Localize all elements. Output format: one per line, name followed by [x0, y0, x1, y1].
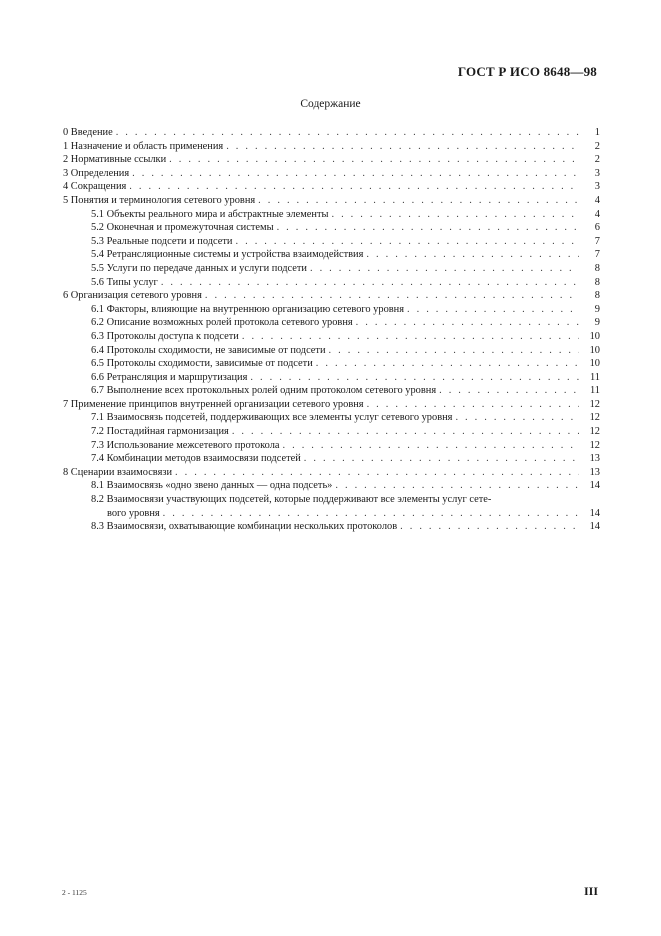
toc-subentry[interactable] [63, 439, 600, 453]
toc-entry-text: 8.2 Взаимосвязи участвующих подсетей, которые поддерживают все элементы услуг сете- [91, 494, 492, 506]
toc-entry-text: 4 Сокращения [63, 181, 127, 193]
toc-entry-text: 2 Нормативные ссылки [63, 154, 167, 166]
toc-entry-page: 8 [594, 262, 600, 274]
dot-leader [129, 180, 579, 194]
toc-entry-page: 7 [594, 235, 600, 247]
toc-entry-page: 6 [594, 222, 600, 234]
toc-entry-text: 6.4 Протоколы сходимости, не зависимые от подсети [91, 344, 326, 356]
dot-leader [205, 289, 579, 303]
toc-entry-text: 5.4 Ретрансляционные системы и устройства взаимодействия [91, 249, 364, 261]
toc-subentry[interactable] [63, 479, 600, 493]
dot-leader [407, 303, 579, 317]
dot-leader [304, 452, 579, 466]
dot-leader [367, 398, 579, 412]
toc-subentry-continuation[interactable] [63, 507, 600, 521]
dot-leader [242, 330, 579, 344]
toc-title: Содержание [300, 98, 361, 110]
toc-entry[interactable] [63, 289, 600, 303]
toc-entry-page: 10 [589, 344, 600, 356]
toc-entry-page: 3 [594, 167, 600, 179]
toc-entry-text: 8.3 Взаимосвязи, охватывающие комбинации нескольких протоколов [91, 521, 398, 533]
dot-leader [331, 208, 579, 222]
toc-entry-text: 3 Определения [63, 167, 130, 179]
dot-leader [366, 248, 579, 262]
toc-entry-text: 7.4 Комбинации методов взаимосвязи подсетей [91, 453, 301, 465]
toc-entry[interactable] [63, 398, 600, 412]
dot-leader [439, 384, 579, 398]
toc-entry-text: 6.2 Описание возможных ролей протокола сетевого уровня [91, 317, 353, 329]
toc-subentry[interactable] [63, 316, 600, 330]
toc-entry-page: 9 [594, 317, 600, 329]
document-code: ГОСТ Р ИСО 8648—98 [457, 64, 597, 79]
toc-entry-text: вого уровня [107, 507, 160, 519]
toc-subentry[interactable] [63, 262, 600, 276]
toc-entry-text: 5.5 Услуги по передаче данных и услуги подсети [91, 262, 307, 274]
dot-leader [226, 140, 579, 154]
toc-entry-page: 14 [589, 480, 600, 492]
toc-entry-text: 6.5 Протоколы сходимости, зависимые от подсети [91, 358, 313, 370]
toc-entry-page: 2 [594, 140, 600, 152]
toc-entry-text: 6 Организация сетевого уровня [63, 290, 202, 302]
toc-entry-page: 4 [594, 208, 600, 220]
toc-entry-page: 1 [594, 127, 600, 138]
toc-entry-text: 7.2 Постадийная гармонизация [91, 426, 229, 438]
toc-entry-page: 2 [594, 154, 600, 166]
table-of-contents [63, 126, 600, 534]
toc-entry-text: 6.6 Ретрансляция и маршрутизация [91, 371, 248, 383]
toc-entry-page: 8 [594, 290, 600, 302]
dot-leader [169, 153, 579, 167]
dot-leader [329, 344, 579, 358]
toc-entry-page: 12 [589, 412, 600, 424]
toc-subentry-wrapped[interactable] [63, 493, 600, 507]
toc-subentry[interactable] [63, 248, 600, 262]
toc-entry-text: 5.3 Реальные подсети и подсети [91, 235, 233, 247]
toc-entry-text: 6.3 Протоколы доступа к подсети [91, 330, 239, 342]
toc-subentry[interactable] [63, 371, 600, 385]
toc-subentry[interactable] [63, 357, 600, 371]
toc-entry-page: 12 [589, 398, 600, 410]
toc-entry-text: 7.1 Взаимосвязь подсетей, поддерживающих все элементы услуг сетевого уровня [91, 412, 453, 424]
toc-entry-page: 7 [594, 249, 600, 261]
toc-entry-page: 13 [589, 466, 600, 478]
toc-entry-text: 8.1 Взаимосвязь «одно звено данных — одна подсеть» [91, 480, 333, 492]
toc-entry-text: 5.6 Типы услуг [91, 276, 158, 288]
toc-entry-page: 9 [594, 303, 600, 315]
toc-subentry[interactable] [63, 411, 600, 425]
dot-leader [283, 439, 580, 453]
toc-entry[interactable] [63, 140, 600, 154]
dot-leader [356, 316, 579, 330]
dot-leader [258, 194, 579, 208]
toc-entry-page: 11 [589, 371, 600, 383]
dot-leader [232, 425, 579, 439]
toc-entry-text: 8 Сценарии взаимосвязи [63, 466, 173, 478]
print-mark: 2 - 1125 [62, 888, 87, 897]
dot-leader [163, 507, 579, 521]
dot-leader [400, 520, 579, 534]
toc-entry-page: 10 [589, 358, 600, 370]
toc-entry-text: 7.3 Использование межсетевого протокола [91, 439, 280, 451]
toc-entry-page: 4 [594, 194, 600, 206]
dot-leader [132, 167, 579, 181]
toc-subentry[interactable] [63, 208, 600, 222]
dot-leader [161, 276, 579, 290]
toc-subentry[interactable] [63, 303, 600, 317]
dot-leader [316, 357, 579, 371]
dot-leader [277, 221, 579, 235]
toc-entry-page: 3 [594, 181, 600, 193]
toc-entry-page: 11 [589, 385, 600, 397]
toc-entry-text: 0 Введение [63, 127, 113, 138]
toc-subentry[interactable] [63, 520, 600, 534]
toc-entry-page: 14 [589, 507, 600, 519]
toc-entry-text: 5.2 Оконечная и промежуточная системы [91, 222, 274, 234]
toc-subentry[interactable] [63, 235, 600, 249]
toc-entry-page: 12 [589, 439, 600, 451]
toc-entry-page: 12 [589, 426, 600, 438]
toc-entry[interactable] [63, 180, 600, 194]
toc-subentry[interactable] [63, 330, 600, 344]
dot-leader [116, 126, 579, 140]
toc-entry-text: 5 Понятия и терминология сетевого уровня [63, 194, 256, 206]
dot-leader [455, 411, 579, 425]
toc-subentry[interactable] [63, 452, 600, 466]
toc-subentry[interactable] [63, 384, 600, 398]
toc-subentry[interactable] [63, 425, 600, 439]
dot-leader [236, 235, 580, 249]
toc-entry-text: 1 Назначение и область применения [63, 140, 224, 152]
toc-entry-page: 14 [589, 521, 600, 533]
toc-entry[interactable] [63, 126, 600, 140]
toc-entry[interactable] [63, 167, 600, 181]
dot-leader [250, 371, 579, 385]
dot-leader [310, 262, 579, 276]
dot-leader [335, 479, 579, 493]
toc-subentry[interactable] [63, 276, 600, 290]
page-number: III [583, 884, 598, 898]
toc-entry-page: 10 [589, 330, 600, 342]
toc-entry-page: 13 [589, 453, 600, 465]
toc-entry-text: 5.1 Объекты реального мира и абстрактные элементы [91, 208, 329, 220]
toc-entry[interactable] [63, 194, 600, 208]
toc-subentry[interactable] [63, 221, 600, 235]
toc-entry[interactable] [63, 153, 600, 167]
toc-entry[interactable] [63, 466, 600, 480]
toc-entry-text: 6.7 Выполнение всех протокольных ролей одним протоколом сетевого уровня [91, 385, 437, 397]
toc-entry-text: 7 Применение принципов внутренней организации сетевого уровня [63, 398, 364, 410]
toc-entry-page: 8 [594, 276, 600, 288]
dot-leader [175, 466, 579, 480]
toc-subentry[interactable] [63, 344, 600, 358]
toc-entry-text: 6.1 Факторы, влияющие на внутреннюю организацию сетевого уровня [91, 303, 405, 315]
